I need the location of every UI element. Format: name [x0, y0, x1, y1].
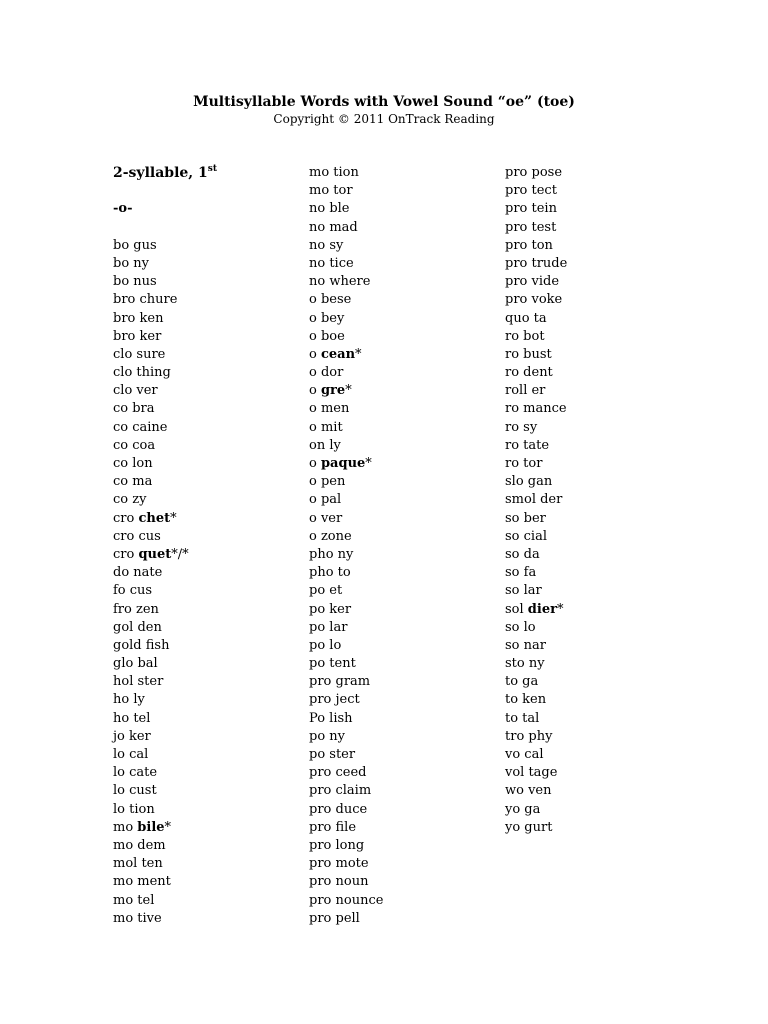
word-entry: pro tein — [505, 201, 557, 217]
word-entry: o pen — [309, 474, 346, 490]
word-entry: pro nounce — [309, 892, 384, 908]
word-entry: so ber — [505, 510, 546, 526]
word-entry: bro ken — [113, 310, 164, 326]
word-entry: bo nus — [113, 274, 157, 290]
word-entry: quo ta — [505, 310, 547, 326]
word-entry: fo cus — [113, 583, 153, 599]
word-entry: ho tel — [113, 710, 151, 726]
word-entry: ro dent — [505, 365, 553, 381]
word-entry: ro tate — [505, 437, 550, 453]
section-heading-text: 2-syllable, 1 — [113, 165, 208, 181]
word-entry: mo tor — [309, 183, 353, 199]
word-entry: co coa — [113, 437, 156, 453]
word-entry: mo tive — [113, 910, 162, 926]
word-entry: clo ver — [113, 383, 158, 399]
word-entry: po lar — [309, 619, 348, 635]
word-entry: o dor — [309, 365, 344, 381]
word-entry: gol den — [113, 619, 162, 635]
word-entry: pro mote — [309, 856, 369, 872]
word-entry: po ster — [309, 747, 356, 762]
word-entry: so lo — [505, 619, 536, 635]
word-entry: vol tage — [505, 765, 558, 781]
section-heading — [113, 164, 217, 182]
word-entry: co lon — [113, 456, 153, 471]
word-entry: co caine — [113, 419, 168, 435]
word-list-1 — [113, 237, 217, 928]
word-entry: cro quet*/* — [113, 546, 189, 562]
word-entry: glo bal — [113, 656, 158, 672]
page-title: Multisyllable Words with Vowel Sound “oe” (toe) — [193, 94, 575, 110]
word-entry: pro voke — [505, 292, 563, 308]
word-entry: pro pose — [505, 165, 563, 180]
word-entry: lo cust — [113, 783, 157, 799]
word-entry: mo ment — [113, 874, 171, 890]
word-entry: fro zen — [113, 601, 159, 617]
word-entry: ro sy — [505, 419, 538, 435]
word-entry: bo gus — [113, 237, 157, 253]
word-entry: roll er — [505, 383, 546, 399]
word-entry: o gre* — [309, 383, 352, 399]
word-entry: vo cal — [505, 747, 544, 762]
word-entry: po ny — [309, 728, 345, 744]
word-entry: mo bile* — [113, 819, 172, 835]
word-entry: pro noun — [309, 874, 369, 890]
word-entry: clo sure — [113, 346, 166, 362]
section-subheading: -o- — [113, 201, 133, 217]
word-entry: no ble — [309, 201, 350, 217]
word-entry: ro mance — [505, 401, 567, 417]
word-entry: co bra — [113, 401, 155, 417]
word-entry: co ma — [113, 474, 153, 490]
word-entry: pro claim — [309, 783, 372, 799]
word-entry: lo tion — [113, 801, 155, 817]
word-entry: hol ster — [113, 674, 164, 690]
word-entry: o bese — [309, 292, 352, 308]
word-entry: to ga — [505, 674, 539, 690]
word-entry: cro chet* — [113, 510, 177, 526]
word-entry: o bey — [309, 310, 345, 326]
word-entry: co zy — [113, 492, 147, 508]
word-entry: mo dem — [113, 837, 166, 853]
word-entry: o ver — [309, 510, 343, 526]
spacer — [113, 219, 217, 237]
word-entry: ro tor — [505, 456, 543, 471]
word-entry: pho ny — [309, 546, 354, 562]
word-entry: tro phy — [505, 728, 553, 744]
word-entry: so lar — [505, 583, 542, 599]
spacer — [113, 182, 217, 200]
word-entry: bro ker — [113, 328, 162, 344]
word-entry: so fa — [505, 565, 537, 581]
word-entry: o zone — [309, 528, 352, 544]
word-entry: po lo — [309, 637, 342, 653]
word-entry: o boe — [309, 328, 345, 344]
word-entry: so cial — [505, 528, 547, 544]
word-entry: pro gram — [309, 674, 371, 690]
word-entry: smol der — [505, 492, 563, 508]
word-entry: mo tion — [309, 165, 359, 180]
word-entry: jo ker — [113, 728, 151, 744]
word-entry: so nar — [505, 637, 546, 653]
word-entry: pro ceed — [309, 765, 367, 781]
word-entry: o pal — [309, 492, 342, 508]
word-entry: pro tect — [505, 183, 557, 199]
word-entry: pro test — [505, 219, 557, 235]
section-heading-superscript: st — [207, 164, 218, 174]
word-entry: lo cate — [113, 765, 158, 781]
word-entry: bo ny — [113, 255, 149, 271]
word-entry: sol dier* — [505, 601, 564, 617]
word-entry: pro trude — [505, 255, 568, 271]
word-entry: ho ly — [113, 692, 145, 708]
word-entry: on ly — [309, 437, 341, 453]
word-entry: pro vide — [505, 274, 560, 290]
word-entry: pro file — [309, 819, 357, 835]
word-entry: po tent — [309, 656, 356, 672]
word-column-3 — [505, 164, 567, 837]
word-entry: po et — [309, 583, 343, 599]
word-entry: pro pell — [309, 910, 360, 926]
word-entry: ro bot — [505, 328, 545, 344]
word-entry: mo tel — [113, 892, 155, 908]
word-entry: pro ject — [309, 692, 360, 708]
word-entry: to ken — [505, 692, 547, 708]
word-entry: o men — [309, 401, 350, 417]
copyright-line: Copyright © 2011 OnTrack Reading — [273, 112, 495, 126]
word-entry: no mad — [309, 219, 358, 235]
word-entry: wo ven — [505, 783, 552, 799]
word-entry: do nate — [113, 565, 163, 581]
word-entry: slo gan — [505, 474, 553, 490]
word-entry: no tice — [309, 255, 354, 271]
word-list-3 — [505, 164, 567, 837]
word-entry: clo thing — [113, 365, 171, 381]
word-entry: po ker — [309, 601, 352, 617]
word-column-2 — [309, 164, 383, 928]
word-entry: Po lish — [309, 710, 353, 726]
word-list-2 — [309, 164, 383, 928]
word-entry: to tal — [505, 710, 540, 726]
word-entry: so da — [505, 546, 540, 562]
word-entry: ro bust — [505, 346, 552, 362]
word-entry: o cean* — [309, 346, 362, 362]
word-entry: pro duce — [309, 801, 368, 817]
word-entry: pro long — [309, 837, 365, 853]
word-entry: cro cus — [113, 528, 161, 544]
word-entry: lo cal — [113, 747, 149, 762]
word-entry: o mit — [309, 419, 343, 435]
word-entry: yo ga — [505, 801, 541, 817]
word-entry: sto ny — [505, 656, 545, 672]
word-entry: yo gurt — [505, 819, 553, 835]
word-entry: gold fish — [113, 637, 170, 653]
word-entry: o paque* — [309, 456, 372, 471]
word-entry: pro ton — [505, 237, 553, 253]
word-entry: pho to — [309, 565, 351, 581]
word-entry: no sy — [309, 237, 344, 253]
word-column-1 — [113, 164, 217, 928]
word-entry: no where — [309, 274, 371, 290]
word-entry: bro chure — [113, 292, 178, 308]
word-entry: mol ten — [113, 856, 163, 872]
